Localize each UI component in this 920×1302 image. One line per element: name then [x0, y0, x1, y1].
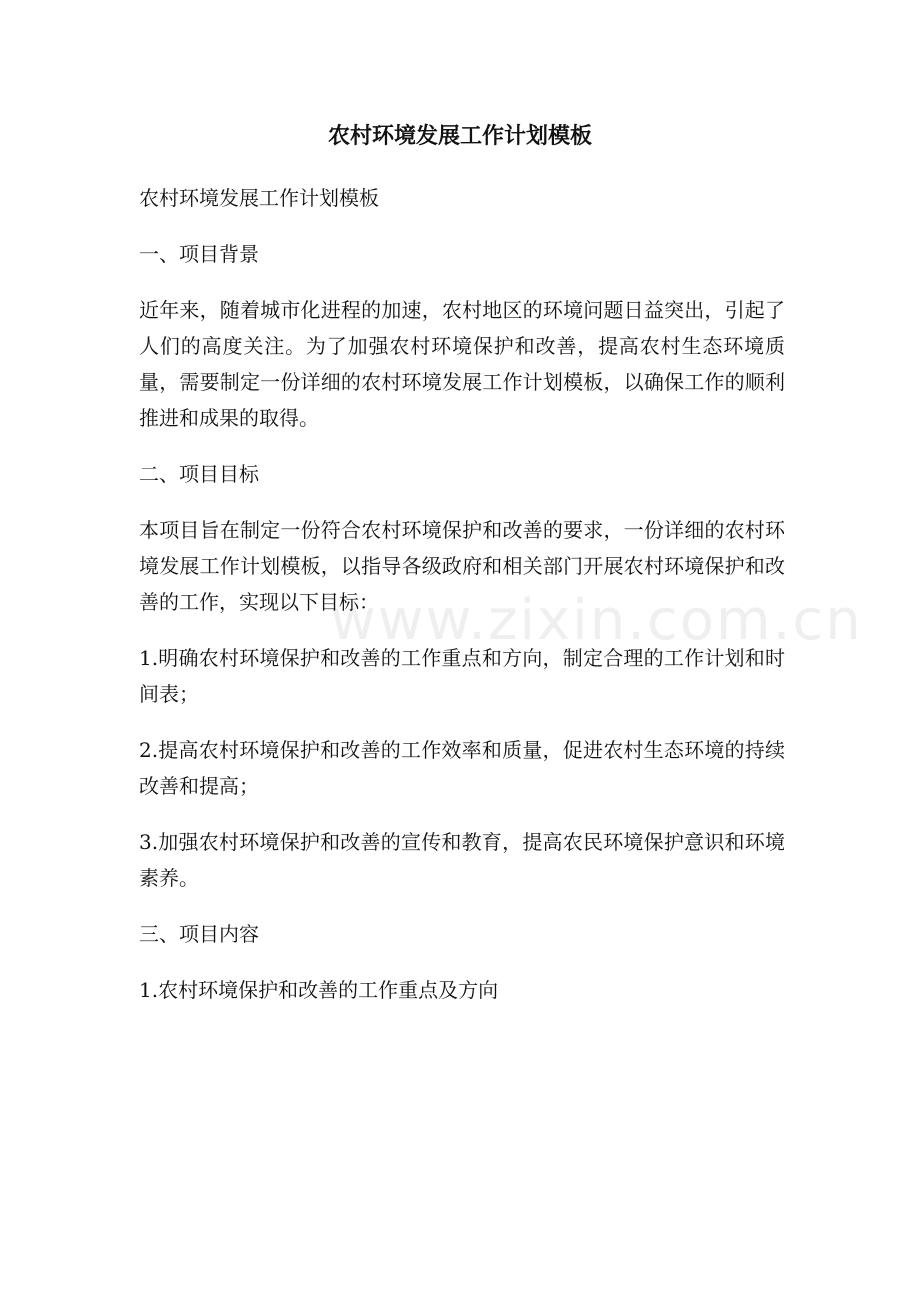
- watermark: www.zixin.com.cn: [330, 588, 863, 653]
- section-body-goals: 本项目旨在制定一份符合农村环境保护和改善的要求，一份详细的农村环境发展工作计划模板，以指导各级政府和相关部门开展农村环境保护和改善的工作，实现以下目标：: [139, 518, 785, 614]
- document-title: 农村环境发展工作计划模板: [327, 123, 592, 149]
- goal-item: 3.加强农村环境保护和改善的宣传和教育，提高农民环境保护意识和环境素养。: [139, 830, 785, 890]
- document-subtitle: 农村环境发展工作计划模板: [139, 186, 379, 210]
- content-item: 1.农村环境保护和改善的工作重点及方向: [139, 978, 499, 1002]
- section-heading-background: 一、项目背景: [139, 242, 259, 266]
- section-heading-goals: 二、项目目标: [139, 462, 259, 486]
- goal-item: 2.提高农村环境保护和改善的工作效率和质量，促进农村生态环境的持续改善和提高；: [139, 738, 785, 798]
- section-heading-content: 三、项目内容: [139, 922, 259, 946]
- goal-item: 1.明确农村环境保护和改善的工作重点和方向，制定合理的工作计划和时间表；: [139, 646, 785, 706]
- section-body-background: 近年来，随着城市化进程的加速，农村地区的环境问题日益突出，引起了人们的高度关注。为了加强农村环境保护和改善，提高农村生态环境质量，需要制定一份详细的农村环境发展工作计划模板，以确保工作的顺利推进和成果的取得。: [139, 298, 785, 430]
- document-body: [139, 180, 785, 1028]
